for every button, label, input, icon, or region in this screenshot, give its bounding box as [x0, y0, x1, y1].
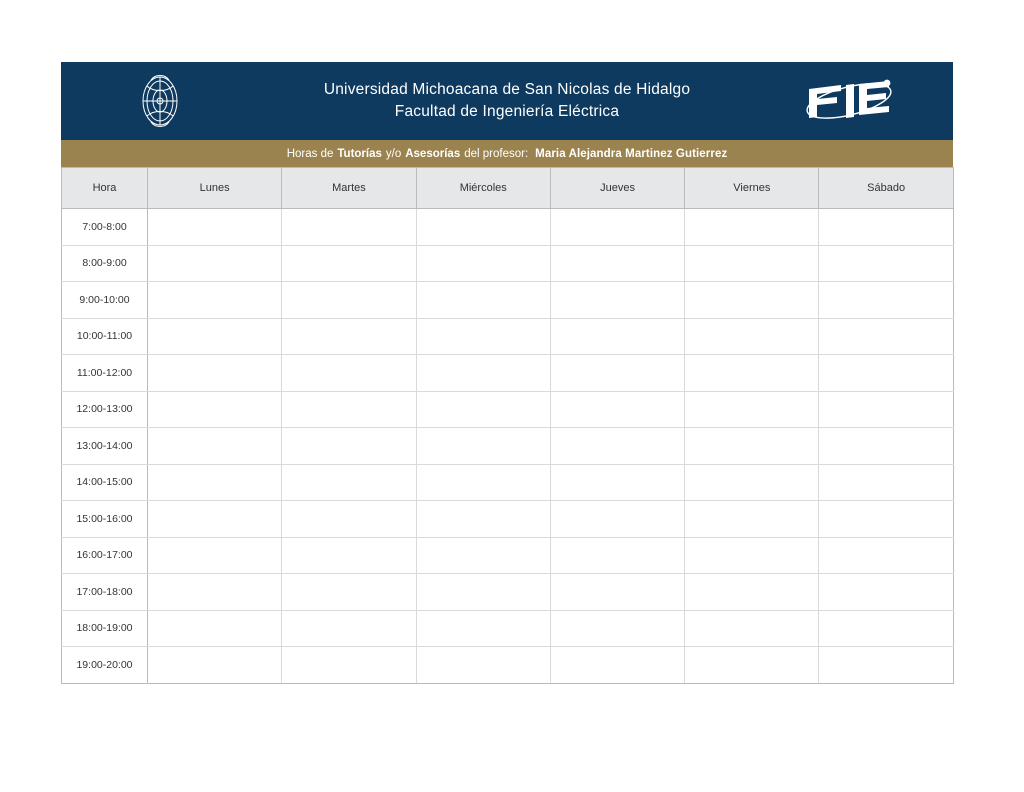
- schedule-cell[interactable]: [416, 318, 550, 355]
- column-header-hora: Hora: [62, 168, 148, 209]
- hour-label: 15:00-16:00: [62, 501, 148, 538]
- schedule-cell[interactable]: [819, 501, 953, 538]
- schedule-cell[interactable]: [685, 318, 819, 355]
- fie-logo-icon: [801, 75, 893, 127]
- schedule-cell[interactable]: [550, 245, 684, 282]
- schedule-cell[interactable]: [148, 355, 282, 392]
- subtitle-band: [61, 140, 953, 167]
- schedule-cell[interactable]: [685, 610, 819, 647]
- column-header-jueves: Jueves: [550, 168, 684, 209]
- schedule-cell[interactable]: [416, 501, 550, 538]
- schedule-cell[interactable]: [282, 318, 416, 355]
- hour-label: 16:00-17:00: [62, 537, 148, 574]
- schedule-cell[interactable]: [685, 647, 819, 684]
- schedule-cell[interactable]: [685, 245, 819, 282]
- hour-label: 13:00-14:00: [62, 428, 148, 465]
- hour-label: 11:00-12:00: [62, 355, 148, 392]
- hour-label: 8:00-9:00: [62, 245, 148, 282]
- hour-label: 14:00-15:00: [62, 464, 148, 501]
- schedule-cell[interactable]: [685, 428, 819, 465]
- table-row: [62, 318, 954, 355]
- schedule-cell[interactable]: [148, 209, 282, 246]
- column-header-sabado: Sábado: [819, 168, 953, 209]
- schedule-cell[interactable]: [550, 501, 684, 538]
- table-row: [62, 209, 954, 246]
- schedule-cell[interactable]: [416, 282, 550, 319]
- schedule-cell[interactable]: [148, 245, 282, 282]
- university-crest-icon: [133, 70, 187, 132]
- schedule-cell[interactable]: [819, 355, 953, 392]
- table-row: [62, 537, 954, 574]
- column-header-viernes: Viernes: [685, 168, 819, 209]
- schedule-cell[interactable]: [819, 209, 953, 246]
- schedule-cell[interactable]: [282, 464, 416, 501]
- schedule-cell[interactable]: [148, 610, 282, 647]
- schedule-cell[interactable]: [148, 537, 282, 574]
- header-title-block: [324, 79, 690, 124]
- schedule-cell[interactable]: [819, 245, 953, 282]
- professor-name: Maria Alejandra Martinez Gutierrez: [535, 147, 728, 160]
- schedule-cell[interactable]: [148, 647, 282, 684]
- schedule-cell[interactable]: [416, 245, 550, 282]
- faculty-name: Facultad de Ingeniería Eléctrica: [394, 103, 620, 120]
- schedule-cell[interactable]: [416, 464, 550, 501]
- schedule-cell[interactable]: [282, 355, 416, 392]
- schedule-cell[interactable]: [416, 428, 550, 465]
- table-row: [62, 610, 954, 647]
- schedule-table: [61, 167, 954, 684]
- schedule-cell[interactable]: [819, 537, 953, 574]
- hour-label: 10:00-11:00: [62, 318, 148, 355]
- hour-label: 12:00-13:00: [62, 391, 148, 428]
- subtitle-suffix: del profesor:: [464, 147, 529, 160]
- table-row: [62, 464, 954, 501]
- hour-label: 7:00-8:00: [62, 209, 148, 246]
- table-row: [62, 282, 954, 319]
- schedule-cell[interactable]: [819, 318, 953, 355]
- schedule-cell[interactable]: [685, 355, 819, 392]
- column-header-martes: Martes: [282, 168, 416, 209]
- schedule-cell[interactable]: [416, 647, 550, 684]
- schedule-cell[interactable]: [550, 355, 684, 392]
- schedule-cell[interactable]: [148, 391, 282, 428]
- schedule-cell[interactable]: [819, 428, 953, 465]
- schedule-cell[interactable]: [282, 209, 416, 246]
- university-name: Universidad Michoacana de San Nicolas de Hidalgo: [323, 80, 691, 98]
- schedule-cell[interactable]: [550, 391, 684, 428]
- column-header-miercoles: Miércoles: [416, 168, 550, 209]
- schedule-cell[interactable]: [550, 610, 684, 647]
- schedule-cell[interactable]: [282, 574, 416, 611]
- subtitle-middle: y/o: [385, 147, 402, 160]
- schedule-cell[interactable]: [416, 355, 550, 392]
- schedule-cell[interactable]: [550, 537, 684, 574]
- schedule-cell[interactable]: [416, 209, 550, 246]
- schedule-cell[interactable]: [685, 464, 819, 501]
- table-row: [62, 574, 954, 611]
- column-header-lunes: Lunes: [148, 168, 282, 209]
- schedule-cell[interactable]: [282, 537, 416, 574]
- table-row: [62, 501, 954, 538]
- schedule-cell[interactable]: [416, 537, 550, 574]
- schedule-cell[interactable]: [819, 464, 953, 501]
- schedule-cell[interactable]: [282, 245, 416, 282]
- hour-label: 18:00-19:00: [62, 610, 148, 647]
- table-row: [62, 245, 954, 282]
- schedule-cell[interactable]: [550, 428, 684, 465]
- table-row: [62, 391, 954, 428]
- subtitle-asesorias: Asesorías: [405, 147, 461, 160]
- schedule-cell[interactable]: [282, 391, 416, 428]
- schedule-cell[interactable]: [550, 464, 684, 501]
- table-header-row: [62, 168, 954, 209]
- hour-label: 19:00-20:00: [62, 647, 148, 684]
- hour-label: 9:00-10:00: [62, 282, 148, 319]
- schedule-cell[interactable]: [282, 501, 416, 538]
- table-row: [62, 647, 954, 684]
- schedule-cell[interactable]: [550, 282, 684, 319]
- schedule-cell[interactable]: [819, 610, 953, 647]
- schedule-cell[interactable]: [148, 282, 282, 319]
- schedule-cell[interactable]: [550, 318, 684, 355]
- schedule-cell[interactable]: [416, 391, 550, 428]
- schedule-cell[interactable]: [148, 501, 282, 538]
- schedule-cell[interactable]: [685, 537, 819, 574]
- schedule-cell[interactable]: [819, 282, 953, 319]
- table-row: [62, 428, 954, 465]
- schedule-cell[interactable]: [685, 391, 819, 428]
- schedule-cell[interactable]: [148, 428, 282, 465]
- schedule-cell[interactable]: [416, 574, 550, 611]
- schedule-cell[interactable]: [416, 610, 550, 647]
- schedule-cell[interactable]: [685, 501, 819, 538]
- schedule-cell[interactable]: [550, 209, 684, 246]
- schedule-cell[interactable]: [282, 428, 416, 465]
- schedule-cell[interactable]: [148, 318, 282, 355]
- schedule-cell[interactable]: [550, 574, 684, 611]
- schedule-cell[interactable]: [282, 282, 416, 319]
- schedule-cell[interactable]: [819, 647, 953, 684]
- schedule-cell[interactable]: [685, 574, 819, 611]
- document-header: [61, 62, 953, 140]
- schedule-cell[interactable]: [550, 647, 684, 684]
- schedule-sheet: [61, 62, 953, 684]
- subtitle-prefix: Horas de: [286, 147, 334, 160]
- schedule-cell[interactable]: [819, 574, 953, 611]
- hour-label: 17:00-18:00: [62, 574, 148, 611]
- schedule-cell[interactable]: [685, 209, 819, 246]
- schedule-cell[interactable]: [685, 282, 819, 319]
- schedule-cell[interactable]: [282, 610, 416, 647]
- subtitle-tutorias: Tutorías: [337, 147, 382, 160]
- table-row: [62, 355, 954, 392]
- schedule-cell[interactable]: [282, 647, 416, 684]
- schedule-cell[interactable]: [819, 391, 953, 428]
- schedule-cell[interactable]: [148, 574, 282, 611]
- schedule-cell[interactable]: [148, 464, 282, 501]
